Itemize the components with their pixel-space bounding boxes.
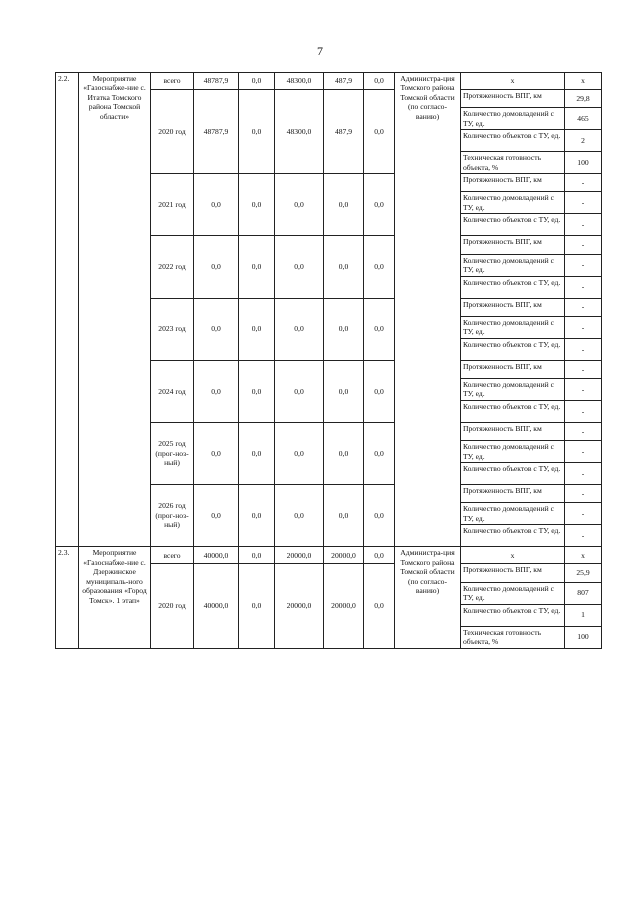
- indicator-label: Техническая готовность объекта, %: [461, 626, 565, 648]
- indicator-label: Количество объектов с ТУ, ед.: [461, 214, 565, 236]
- indicator-label: Протяженность ВПГ, км: [461, 298, 565, 316]
- funding-value: 0,0: [364, 360, 395, 422]
- year-label: 2022 год: [151, 236, 194, 298]
- indicator-value: -: [565, 422, 602, 440]
- activity-name: Мероприятие «Газоснабже-ние с. Дзержинское муниципаль-ного образования «Город Томск». 1 этап»: [79, 547, 151, 648]
- funding-value: 0,0: [364, 73, 395, 90]
- indicator-value: 25,9: [565, 564, 602, 582]
- funding-value: 0,0: [324, 298, 364, 360]
- indicator-value: 465: [565, 108, 602, 130]
- funding-value: 0,0: [364, 298, 395, 360]
- funding-value: 0,0: [239, 360, 275, 422]
- funding-value: 40000,0: [194, 547, 239, 564]
- indicator-value: -: [565, 400, 602, 422]
- funding-value: 0,0: [364, 174, 395, 236]
- indicator-value: -: [565, 525, 602, 547]
- funding-value: 0,0: [239, 73, 275, 90]
- funding-value: 0,0: [194, 485, 239, 547]
- indicator-label: Протяженность ВПГ, км: [461, 236, 565, 254]
- year-label: 2020 год: [151, 564, 194, 648]
- funding-value: 0,0: [194, 422, 239, 484]
- indicator-value: -: [565, 298, 602, 316]
- activity-number: 2.2.: [56, 73, 79, 547]
- year-label: 2025 год (прог-ноз-ный): [151, 422, 194, 484]
- indicator-value: 807: [565, 582, 602, 604]
- indicator-label: Количество домовладений с ТУ, ед.: [461, 378, 565, 400]
- funding-value: 0,0: [275, 485, 324, 547]
- funding-value: 20000,0: [275, 547, 324, 564]
- indicator-value: -: [565, 254, 602, 276]
- funding-value: 0,0: [194, 236, 239, 298]
- indicator-label: Протяженность ВПГ, км: [461, 174, 565, 192]
- year-label: 2020 год: [151, 90, 194, 174]
- funding-value: 0,0: [239, 174, 275, 236]
- indicator-label: Количество домовладений с ТУ, ед.: [461, 503, 565, 525]
- indicator-label: Количество домовладений с ТУ, ед.: [461, 316, 565, 338]
- indicator-label: Количество домовладений с ТУ, ед.: [461, 254, 565, 276]
- funding-value: 0,0: [324, 174, 364, 236]
- indicator-label: Количество домовладений с ТУ, ед.: [461, 108, 565, 130]
- funding-value: 20000,0: [324, 547, 364, 564]
- funding-value: 0,0: [239, 485, 275, 547]
- funding-value: 0,0: [275, 298, 324, 360]
- indicator-value: -: [565, 236, 602, 254]
- indicator-label: Количество объектов с ТУ, ед.: [461, 276, 565, 298]
- period-label: всего: [151, 547, 194, 564]
- table-row: [56, 73, 602, 90]
- table-row: [56, 547, 602, 564]
- activity-name: Мероприятие «Газоснабже-ние с. Итатка Томского района Томской области»: [79, 73, 151, 547]
- indicator-value: -: [565, 174, 602, 192]
- period-label: всего: [151, 73, 194, 90]
- funding-value: 48787,9: [194, 73, 239, 90]
- executor: Администра-ция Томского района Томской области (по согласо-ванию): [395, 547, 461, 648]
- indicator-value: -: [565, 503, 602, 525]
- indicator-value: 2: [565, 130, 602, 152]
- indicator-value: -: [565, 463, 602, 485]
- year-label: 2023 год: [151, 298, 194, 360]
- funding-value: 0,0: [364, 422, 395, 484]
- indicator-value: -: [565, 360, 602, 378]
- funding-value: 0,0: [275, 174, 324, 236]
- year-label: 2024 год: [151, 360, 194, 422]
- indicator-label: х: [461, 73, 565, 90]
- indicator-value: -: [565, 338, 602, 360]
- funding-value: 487,9: [324, 90, 364, 174]
- indicator-label: Количество объектов с ТУ, ед.: [461, 400, 565, 422]
- executor: Администра-ция Томского района Томской области (по согласо-ванию): [395, 73, 461, 547]
- indicator-value: -: [565, 485, 602, 503]
- activity-number: 2.3.: [56, 547, 79, 648]
- funding-value: 0,0: [324, 485, 364, 547]
- indicator-label: Количество объектов с ТУ, ед.: [461, 525, 565, 547]
- funding-value: 0,0: [324, 360, 364, 422]
- indicator-value: -: [565, 276, 602, 298]
- funding-value: 48300,0: [275, 73, 324, 90]
- funding-value: 0,0: [324, 236, 364, 298]
- year-label: 2026 год (прог-ноз-ный): [151, 485, 194, 547]
- indicator-label: Протяженность ВПГ, км: [461, 564, 565, 582]
- funding-value: 0,0: [239, 547, 275, 564]
- funding-value: 0,0: [364, 564, 395, 648]
- year-label: 2021 год: [151, 174, 194, 236]
- page-number: 7: [317, 44, 323, 58]
- funding-value: 48300,0: [275, 90, 324, 174]
- funding-value: 0,0: [194, 360, 239, 422]
- funding-value: 48787,9: [194, 90, 239, 174]
- indicator-label: Протяженность ВПГ, км: [461, 90, 565, 108]
- funding-value: 0,0: [364, 90, 395, 174]
- indicator-label: Количество домовладений с ТУ, ед.: [461, 192, 565, 214]
- funding-value: 0,0: [194, 174, 239, 236]
- indicator-label: Протяженность ВПГ, км: [461, 360, 565, 378]
- funding-value: 0,0: [275, 360, 324, 422]
- indicator-value: -: [565, 441, 602, 463]
- funding-value: 20000,0: [275, 564, 324, 648]
- indicator-label: Техническая готовность объекта, %: [461, 152, 565, 174]
- funding-value: 0,0: [324, 422, 364, 484]
- indicator-label: Количество домовладений с ТУ, ед.: [461, 582, 565, 604]
- indicator-value: -: [565, 192, 602, 214]
- funding-value: 0,0: [239, 564, 275, 648]
- indicator-value: -: [565, 316, 602, 338]
- indicator-value: х: [565, 547, 602, 564]
- indicator-label: Протяженность ВПГ, км: [461, 485, 565, 503]
- funding-value: 40000,0: [194, 564, 239, 648]
- funding-value: 0,0: [194, 298, 239, 360]
- funding-value: 0,0: [364, 485, 395, 547]
- indicator-label: х: [461, 547, 565, 564]
- indicator-label: Количество домовладений с ТУ, ед.: [461, 441, 565, 463]
- funding-value: 0,0: [239, 298, 275, 360]
- indicator-label: Количество объектов с ТУ, ед.: [461, 338, 565, 360]
- indicator-value: х: [565, 73, 602, 90]
- program-activities-table: [55, 72, 602, 649]
- funding-value: 0,0: [364, 547, 395, 564]
- funding-value: 0,0: [239, 90, 275, 174]
- funding-value: 20000,0: [324, 564, 364, 648]
- indicator-label: Количество объектов с ТУ, ед.: [461, 463, 565, 485]
- indicator-value: 29,8: [565, 90, 602, 108]
- indicator-value: 100: [565, 152, 602, 174]
- funding-value: 0,0: [275, 236, 324, 298]
- indicator-value: 100: [565, 626, 602, 648]
- funding-value: 0,0: [239, 422, 275, 484]
- indicator-label: Протяженность ВПГ, км: [461, 422, 565, 440]
- funding-value: 0,0: [275, 422, 324, 484]
- funding-value: 0,0: [364, 236, 395, 298]
- indicator-value: 1: [565, 604, 602, 626]
- indicator-value: -: [565, 214, 602, 236]
- funding-value: 0,0: [239, 236, 275, 298]
- indicator-label: Количество объектов с ТУ, ед.: [461, 604, 565, 626]
- funding-value: 487,9: [324, 73, 364, 90]
- indicator-value: -: [565, 378, 602, 400]
- indicator-label: Количество объектов с ТУ, ед.: [461, 130, 565, 152]
